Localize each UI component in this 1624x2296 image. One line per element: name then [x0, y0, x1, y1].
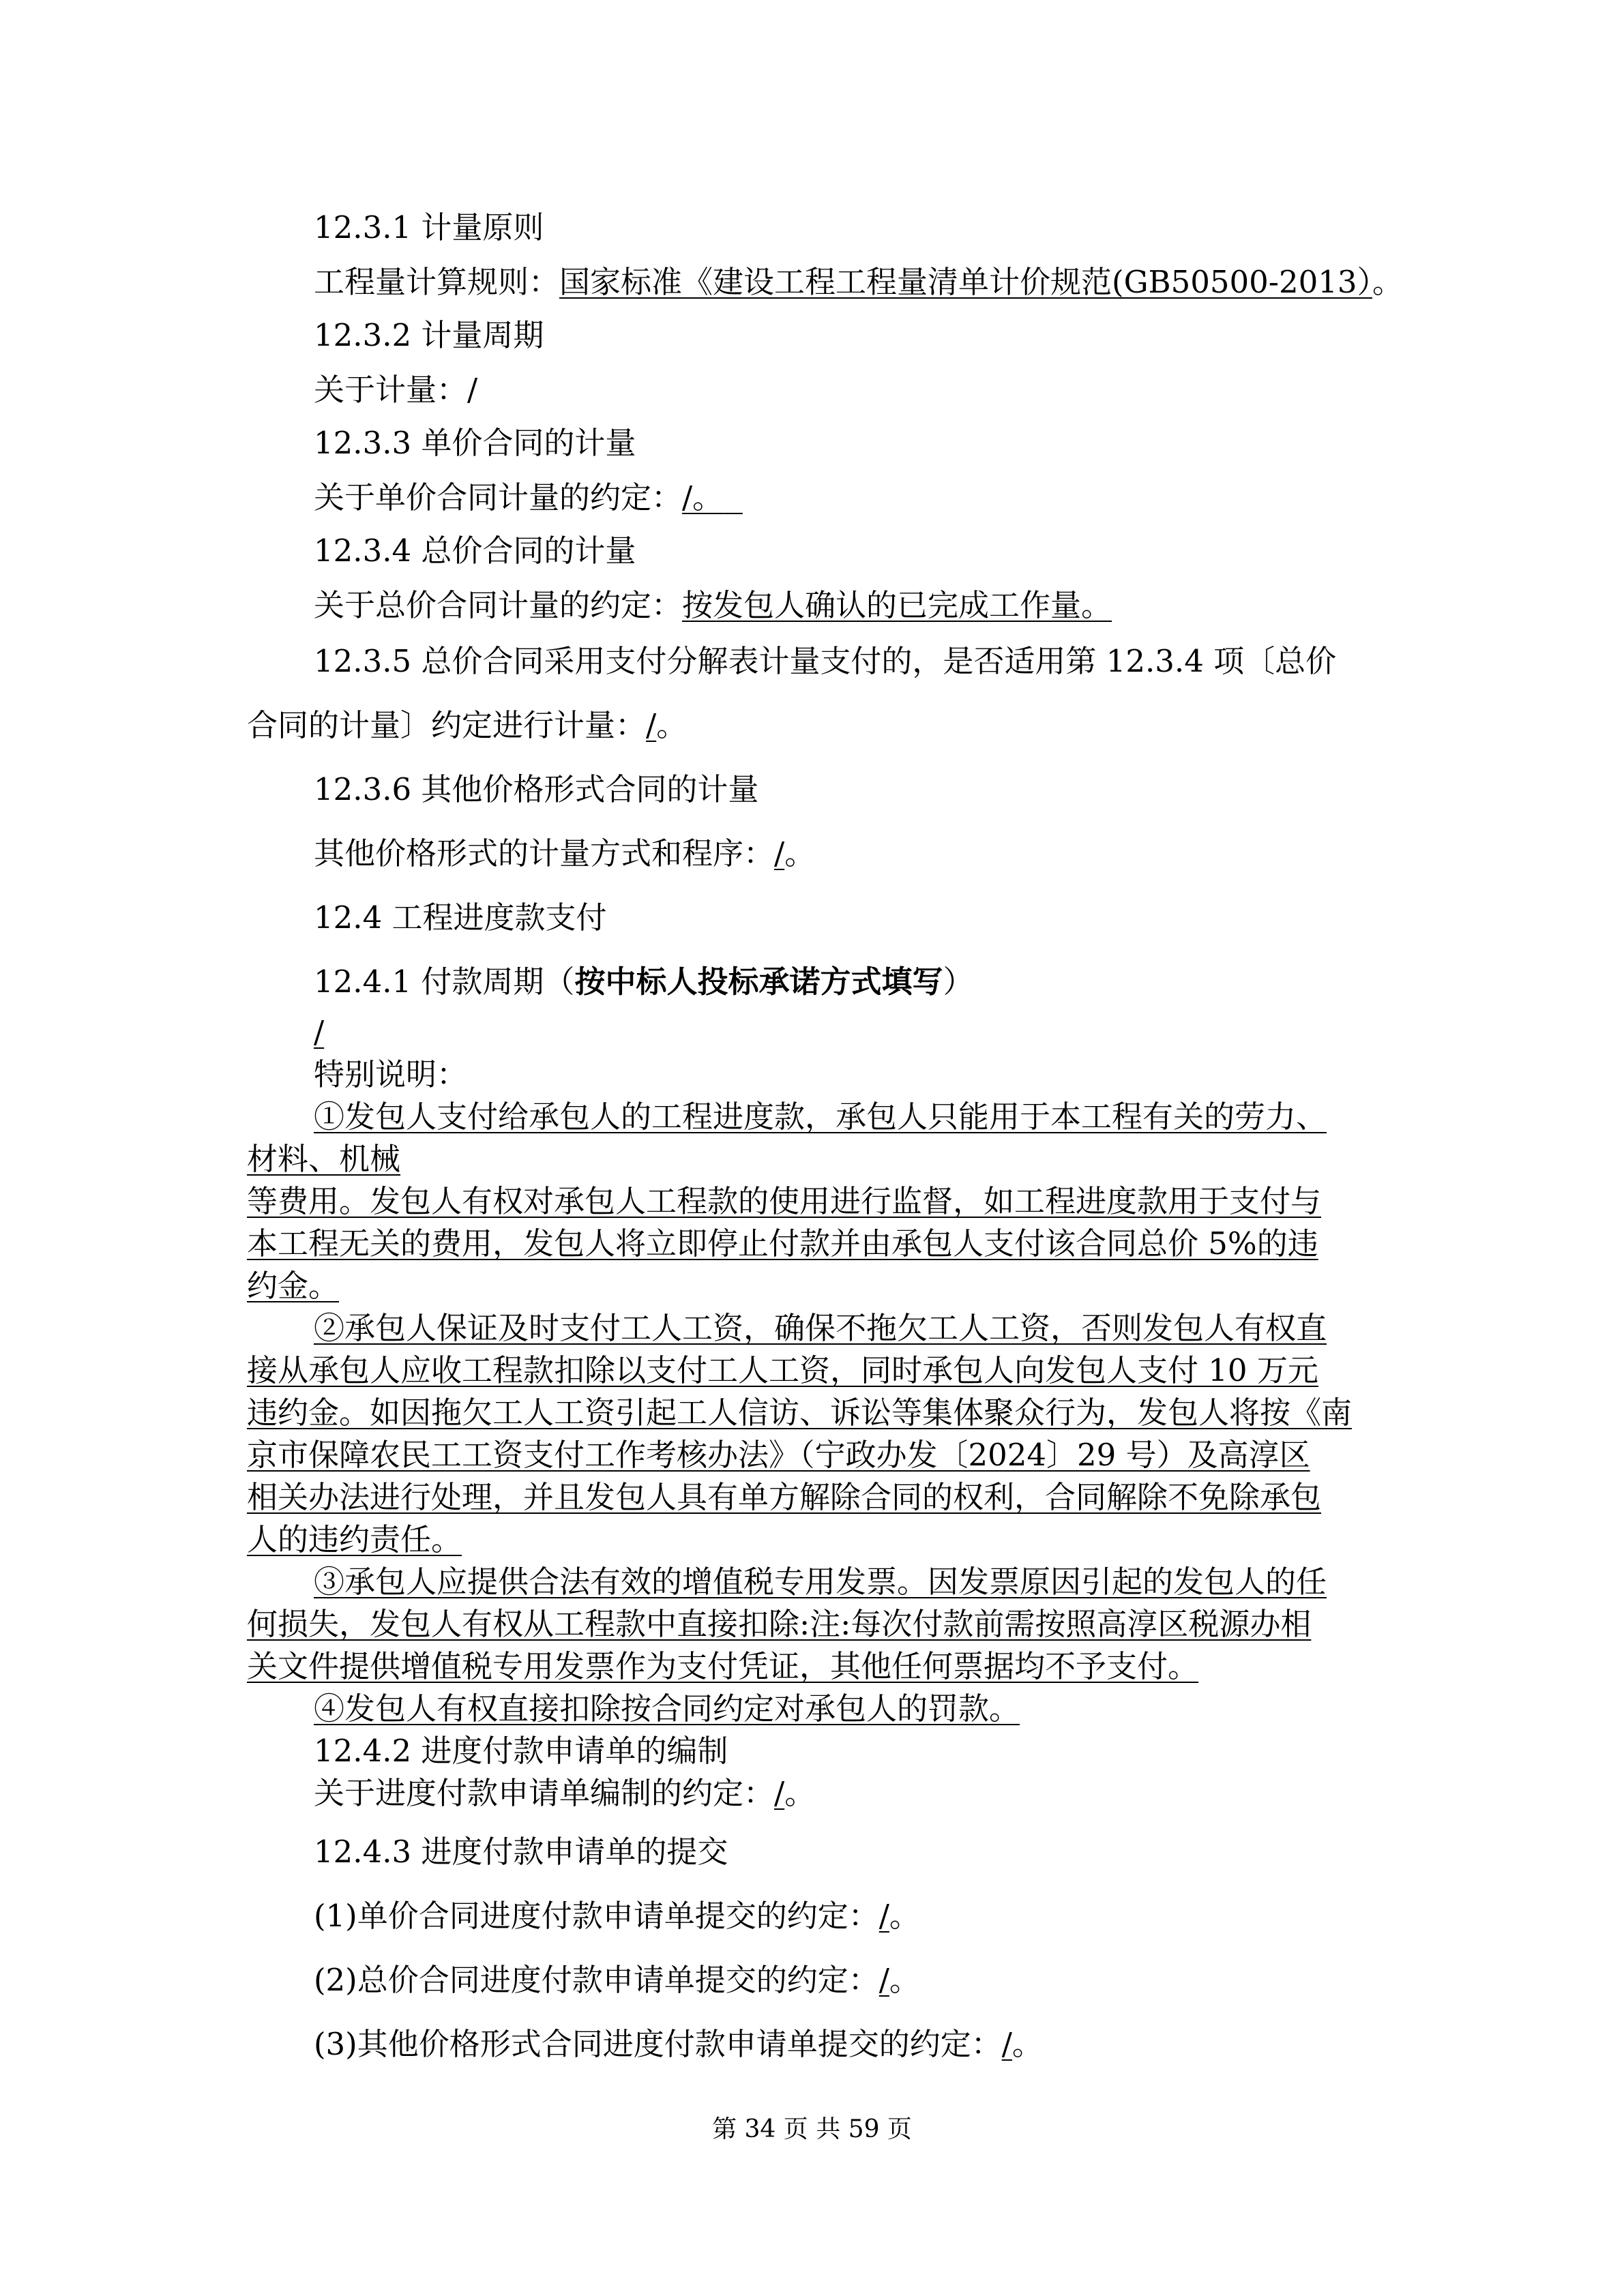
special-4-text: ④发包人有权直接扣除按合同约定对承包人的罚款。 [314, 1690, 1020, 1727]
heading-12-4-3 [314, 1832, 728, 1873]
special-note-text: 特别说明： [314, 1056, 468, 1092]
submit-value: / [1001, 2026, 1012, 2062]
submit-tail: 。 [889, 1962, 920, 1998]
special-1-line [247, 1181, 1321, 1222]
rule-label: 工程量计算规则： [314, 264, 560, 300]
special-2-line [314, 1308, 1327, 1349]
special-3-line [247, 1604, 1311, 1645]
special-3-text: 何损失，发包人有权从工程款中直接扣除:注:每次付款前需按照高淳区税源办相 [247, 1606, 1312, 1642]
compile-value: / [774, 1775, 785, 1811]
heading-12-3-6 [314, 769, 758, 810]
heading-text: 12.3.6 其他价格形式合同的计量 [314, 771, 759, 807]
heading-text: 12.4.3 进度付款申请单的提交 [314, 1834, 728, 1870]
unit-price-value: /。 [682, 479, 724, 516]
submit-label: (2)总价合同进度付款申请单提交的约定： [314, 1962, 879, 1998]
heading-12-3-3 [314, 423, 636, 464]
measure-label: 关于计量： [314, 372, 468, 408]
special-2-text: 京市保障农民工工资支付工作考核办法》（宁政办发〔2024〕29 号）及高淳区 [247, 1437, 1310, 1473]
special-note-title [314, 1054, 467, 1095]
special-1-text: ①发包人支付给承包人的工程进度款，承包人只能用于本工程有关的劳力、 [314, 1099, 1327, 1135]
other-price-line [314, 833, 815, 874]
heading-12-4-2 [314, 1731, 728, 1772]
submit-total-price-line [314, 1960, 920, 2001]
total-price-line [314, 585, 1112, 626]
rule-tail: 。 [1372, 264, 1403, 300]
unit-price-label: 关于单价合同计量的约定： [314, 479, 683, 516]
total-price-value: 按发包人确认的已完成工作量。 [682, 587, 1112, 623]
measure-line [314, 370, 477, 411]
submit-other-price-line [314, 2024, 1043, 2065]
special-2-text: ②承包人保证及时支付工人工资，确保不拖欠工人工资，否则发包人有权直 [314, 1310, 1327, 1346]
special-2-line [247, 1392, 1352, 1433]
special-2-text: 人的违约责任。 [247, 1521, 462, 1557]
clause-12-3-5-line1 [314, 641, 1336, 682]
special-1-line [247, 1266, 339, 1307]
special-4-line [314, 1688, 1020, 1729]
compile-tail: 。 [784, 1775, 816, 1811]
heading-text: 12.3.1 计量原则 [314, 209, 544, 245]
measure-value: / [467, 372, 478, 408]
submit-value: / [879, 1898, 889, 1934]
submit-value: / [879, 1962, 889, 1998]
special-2-text: 接从承包人应收工程款扣除以支付工人工资，同时承包人向发包人支付 10 万元 [247, 1352, 1318, 1388]
special-1-text: 本工程无关的费用，发包人将立即停止付款并由承包人支付该合同总价 5%的违 [247, 1225, 1318, 1262]
special-1-line [314, 1097, 1327, 1137]
heading-text: 12.4.2 进度付款申请单的编制 [314, 1733, 728, 1769]
special-1-text: 等费用。发包人有权对承包人工程款的使用进行监督，如工程进度款用于支付与 [247, 1183, 1322, 1219]
payment-period-text: 12.4.1 付款周期（ [314, 964, 575, 1000]
payment-period-value: / [314, 1014, 325, 1050]
other-price-tail: 。 [784, 835, 816, 871]
special-2-line [247, 1519, 462, 1560]
special-3-line [247, 1646, 1198, 1687]
payment-period-bold: 按中标人投标承诺方式填写 [574, 964, 943, 1000]
rule-line [314, 262, 1403, 303]
heading-12-4 [314, 897, 607, 938]
submit-tail: 。 [889, 1898, 920, 1934]
heading-text: 12.4 工程进度款支付 [314, 899, 607, 936]
clause-text: 12.3.5 总价合同采用支付分解表计量支付的，是否适用第 12.3.4 项〔总价 [314, 643, 1337, 679]
heading-text: 12.3.2 计量周期 [314, 317, 544, 353]
heading-text: 12.3.3 单价合同的计量 [314, 425, 636, 461]
unit-price-underline-pad [723, 479, 743, 516]
other-price-value: / [774, 835, 785, 871]
submit-tail: 。 [1012, 2026, 1043, 2062]
submit-unit-price-line [314, 1896, 920, 1937]
special-2-text: 相关办法进行处理，并且发包人具有单方解除合同的权利，合同解除不免除承包 [247, 1479, 1322, 1515]
special-2-line [247, 1435, 1310, 1476]
heading-12-3-4 [314, 531, 636, 571]
payment-period-close: ） [943, 964, 974, 1000]
compile-label: 关于进度付款申请单编制的约定： [314, 1775, 775, 1811]
special-3-text: 关文件提供增值税专用发票作为支付凭证，其他任何票据均不予支付。 [247, 1648, 1199, 1684]
special-1-text: 约金。 [247, 1268, 340, 1304]
clause-label: 合同的计量〕约定进行计量： [247, 707, 647, 743]
heading-12-3-2 [314, 315, 544, 356]
clause-tail: 。 [656, 707, 688, 743]
other-price-label: 其他价格形式的计量方式和程序： [314, 835, 775, 871]
special-3-line [314, 1562, 1327, 1602]
special-2-line [247, 1350, 1318, 1391]
special-1-line [247, 1139, 400, 1180]
special-3-text: ③承包人应提供合法有效的增值税专用发票。因发票原因引起的发包人的任 [314, 1564, 1327, 1600]
special-1-line [247, 1223, 1318, 1264]
heading-text: 12.3.4 总价合同的计量 [314, 533, 636, 569]
heading-12-4-1 [314, 961, 973, 1002]
submit-label: (3)其他价格形式合同进度付款申请单提交的约定： [314, 2026, 1002, 2062]
heading-12-3-1 [314, 207, 544, 248]
special-2-text: 违约金。如因拖欠工人工资引起工人信访、诉讼等集体聚众行为，发包人将按《南 [247, 1395, 1353, 1431]
total-price-label: 关于总价合同计量的约定： [314, 587, 683, 623]
unit-price-line [314, 477, 743, 518]
page-number-footer: 第 34 页 共 59 页 [712, 2115, 912, 2143]
clause-value: / [646, 707, 657, 743]
special-2-line [247, 1477, 1321, 1518]
special-1-text: 材料、机械 [247, 1141, 401, 1177]
clause-12-3-5-line2 [247, 705, 687, 746]
submit-label: (1)单价合同进度付款申请单提交的约定： [314, 1898, 879, 1934]
payment-period-value-line [314, 1012, 324, 1053]
application-compile-line [314, 1773, 815, 1814]
rule-value: 国家标准《建设工程工程量清单计价规范(GB50500-2013） [559, 264, 1372, 300]
